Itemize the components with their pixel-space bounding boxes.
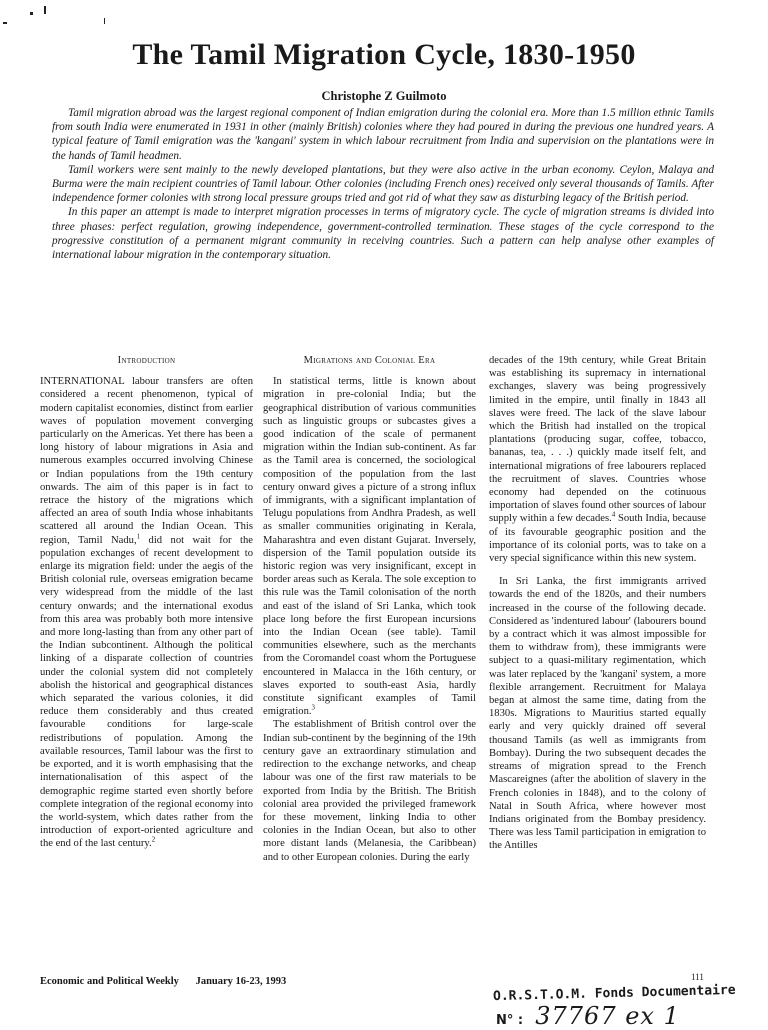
scan-speck: [3, 22, 7, 24]
author-name: Christophe Z Guilmoto: [321, 89, 447, 103]
column-1: [40, 354, 253, 851]
archive-number: [496, 1002, 680, 1030]
body-paragraph: In Sri Lanka, the first immigrants arrived towards the end of the 1820s, and their numbers increased in the course of the following decade. Considered as 'indentured labour' (labourers bound by a contract which it was almost impossible for them to withdraw from), these immigrants were subject to a quasi-military regimentation, which was later replaced by the 'kangani' system, a more flexible arrangement. Recruitment for Malaya began at almost the same time, dating from the 1830s. Migrations to Mauritius started equally early and very quickly drained off several thousand Tamils (as well as immigrants from Bombay). During the two subsequent decades the streams of migration spread to the French Mascareignes (after the abolition of slavery in the French colonies in 1848), and to the colony of Natal in South Africa, where however most Indians originated from the Bombay presidency. There was less Tamil participation in emigration to the Antilles: [489, 576, 706, 852]
body-paragraph: [489, 354, 706, 565]
footnote-marker: 2: [151, 835, 156, 844]
scan-speck: [44, 6, 46, 14]
article-title: The Tamil Migration Cycle, 1830-1950: [132, 38, 636, 71]
body-text: In statistical terms, little is known about migration in pre-colonial India; but the geographical distribution of various communities such as linguistic groups or subcastes gives a good indication of the scale of permanent migration within the Indian sub-continent. As far as the Tamil area is concerned, the sociological composition of the population from the last century onward gives a picture of a strong influx of immigrants, with a significant implantation of Telugu populations from Andhra Pradesh, as well as smaller communities originating in Kerala, Maharashtra and even distant Gujarat. Inversely, dispersion of the Tamil population outside its historic region was very insignificant, except in border areas such as Kerala. The sole exception to this rule was the Tamil colonisation of the north and east of the island of Sri Lanka, which took place long before the first European incursions into the Indian Ocean (see table). Tamil communities elsewhere, such as the merchants from the Coromandel coast whom the Portuguese encountered in Malacca in the 16th century, or slaves exported to south-east Asia, hardly constitute significant examples of Tamil emigration.: [263, 376, 476, 718]
abstract: [52, 106, 714, 262]
scan-speck: [30, 12, 33, 15]
body-text: did not wait for the population exchanges of recent development to enlarge its migration field: under the aegis of the British colonial rule, overseas emigration became very widespread from the middle of the last century onwards; and the international exodus from this area was probably both more intensive and more long-lasting than from any other part of the Indian subcontinent. Although the political linking of a disparate collection of countries under the colonial system did not completely abolish the historical and geographical distances which separated the various colonies, it did reduce them considerably and thus created favourable conditions for large-scale redistributions of population. Among the available resources, Tamil labour was the first to be exported, and it is worth emphasising that the internationalisation of this aspect of the demographic regime started even shortly before complete integration of the regional economy into the world-system, which dates rather from the introduction of export-oriented agriculture and the end of the last century.: [40, 534, 253, 850]
footnote-marker: 1: [136, 532, 141, 541]
page-number: 111: [691, 972, 704, 982]
footnote-marker: 4: [611, 510, 616, 519]
body-paragraph: [263, 375, 476, 718]
handwritten-accession-number: 37767 ex 1: [535, 1002, 680, 1030]
body-paragraph: [40, 375, 253, 850]
abstract-paragraph: Tamil workers were sent mainly to the newly developed plantations, but they were also active in the urban economy. Ceylon, Malaya and Burma were the main recipient countries of Tamil labour. Other colonies (including French ones) received only several thousands of Tamils. After independence former colonies with strong local pressure groups tried and got rid of what they saw as disturbing legacy of the British period.: [52, 163, 714, 205]
body-text: decades of the 19th century, while Great Britain was establishing its supremacy in international exchanges, slavery was being progressively limited in the empire, until finally in 1843 all slaves were freed. The lack of the slave labour which the British had installed on the tropical plantations (producing sugar, coffee, tobacco, bananas, tea, . . .) quickly made itself felt, and international migrations of free labourers replaced the recruitment of slaves. Countries whose economy had depended on the cotinuous importation of slaves found other sources of labour supply within a few decades.: [489, 355, 706, 525]
abstract-paragraph: Tamil migration abroad was the largest regional component of Indian emigration during the colonial era. More than 1.5 million ethnic Tamils from south India were enumerated in 1931 in other (mainly British) colonies where they had poured in during the previous one hundred years. A typical feature of Tamil emigration was the 'kangani' system in which labour recruitment from India and supervision on the plantations were in the hands of Tamil headmen.: [52, 107, 714, 162]
section-heading-migrations: Migrations and Colonial Era: [303, 355, 436, 366]
body-text: INTERNATIONAL labour transfers are often considered a recent phenomenon, typical of modern capitalist economies, distinct from earlier waves of population movement converging particularly on the Americas. Yet there has been a long history of labour migrations in Asia and numerous examples occurred involving Chinese or Indian populations from the 19th century onwards. The aim of this paper is in fact to retrace the history of the migrations which affected an area of south India whose inhabitants scattered all around the Indian Ocean. This region, Tamil Nadu,: [40, 376, 253, 546]
footnote-marker: 3: [311, 703, 316, 712]
number-label: N° :: [496, 1013, 524, 1028]
journal-name: Economic and Political Weekly: [40, 976, 179, 987]
column-2: [263, 354, 476, 864]
page-footer: [40, 976, 300, 987]
archive-stamp: O.R.S.T.O.M. Fonds Documentaire: [492, 982, 736, 1005]
abstract-paragraph: In this paper an attempt is made to interpret migration processes in terms of migratory cycle. The cycle of migration streams is divided into three phases: perfect regulation, growing independence, government-controlled termination. These stages of the cycle correspond to the progressive constitution of a permanent migrant community in receiving countries. Such a pattern can help analyse other examples of international labour migration in the contemporary situation.: [52, 206, 714, 262]
body-text: South India, because of its favourable geographic position and the importance of its colonial ports, was to take on a very special significance within this new system.: [489, 513, 706, 565]
body-paragraph: The establishment of British control over the Indian sub-continent by the beginning of the 19th century gave an extraordinary stimulation and redirection to the exchange networks, and cheap labour was one of the first raw materials to be exported from India by the British. The British colonial area provided the privileged framework for these movement, linking India to other colonies in the Indian Ocean, but also to other more distant lands (Melanesia, the Caribbean) and to other European colonies. During the early: [263, 719, 476, 863]
issue-date: January 16-23, 1993: [195, 976, 287, 987]
column-3: [489, 354, 706, 853]
scan-speck: [104, 18, 105, 24]
section-heading-introduction: Introduction: [117, 355, 176, 366]
